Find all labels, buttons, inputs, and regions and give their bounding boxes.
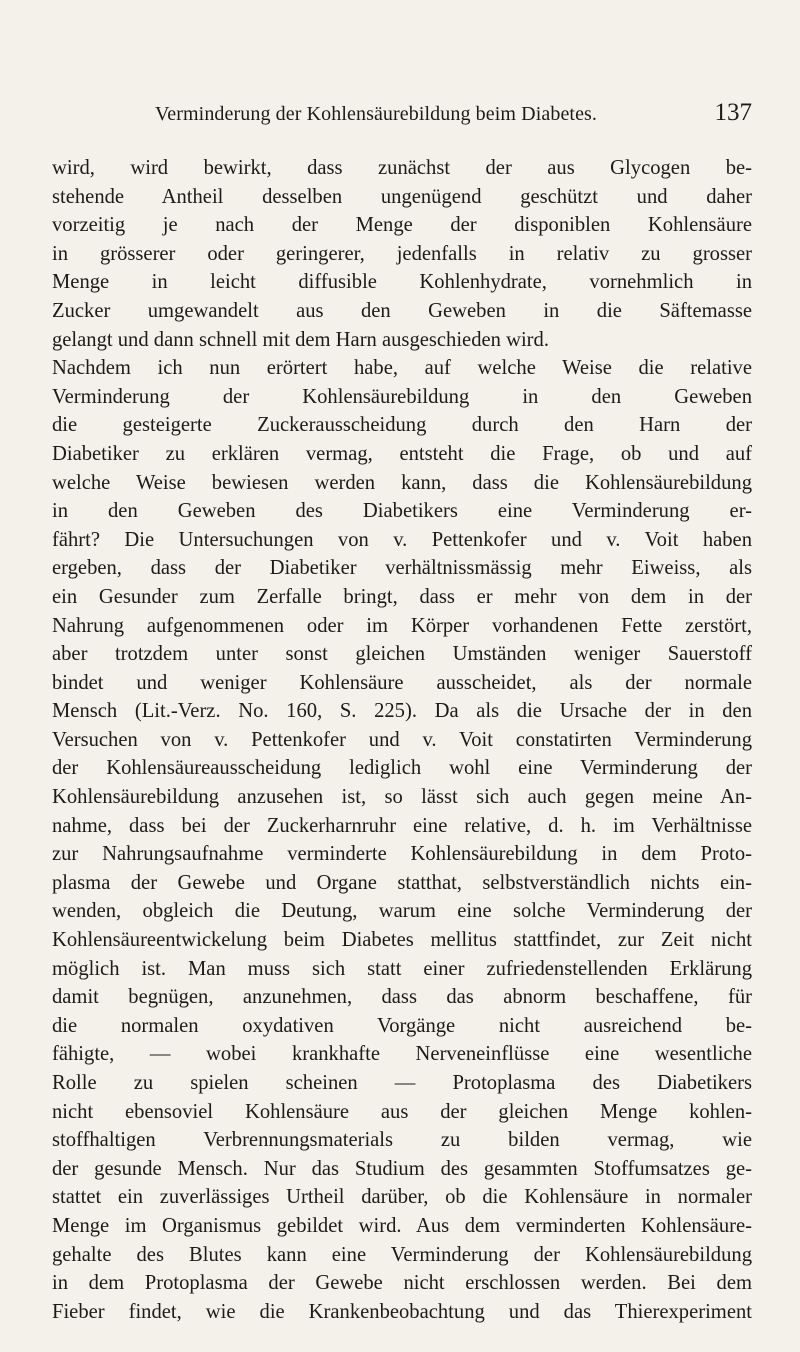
text-line: fähigte, — wobei krankhafte Nerveneinflüsse eine wesentliche [52, 1043, 752, 1066]
text-line: Mensch (Lit.-Verz. No. 160, S. 225). Da als die Ursache der in den [52, 700, 752, 723]
text-line: Kohlensäureentwickelung beim Diabetes mellitus stattfindet, zur Zeit nicht [52, 929, 752, 952]
text-line: ergeben, dass der Diabetiker verhältnissmässig mehr Eiweiss, als [52, 557, 752, 580]
text-line: bindet und weniger Kohlensäure ausscheidet, als der normale [52, 671, 752, 694]
text-line: Menge im Organismus gebildet wird. Aus dem verminderten Kohlensäure- [52, 1214, 752, 1237]
text-line: zur Nahrungsaufnahme verminderte Kohlensäurebildung in dem Proto- [52, 843, 752, 866]
text-line: in grösserer oder geringerer, jedenfalls in relativ zu grosser [52, 242, 752, 265]
text-line: möglich ist. Man muss sich statt einer zufriedenstellenden Erklärung [52, 957, 752, 980]
text-line: die gesteigerte Zuckerausscheidung durch den Harn der [52, 414, 752, 437]
text-line: der Kohlensäureausscheidung lediglich wohl eine Verminderung der [52, 757, 752, 780]
text-line: Fieber findet, wie die Krankenbeobachtung und das Thierexperiment [52, 1300, 752, 1323]
text-line: stattet ein zuverlässiges Urtheil darüber, ob die Kohlensäure in normaler [52, 1186, 752, 1209]
text-line: gelangt und dann schnell mit dem Harn ausgeschieden wird. [52, 328, 549, 351]
text-line: Verminderung der Kohlensäurebildung in den Geweben [52, 385, 752, 408]
text-line: Rolle zu spielen scheinen — Protoplasma des Diabetikers [52, 1072, 752, 1094]
text-line: nicht ebensoviel Kohlensäure aus der gleichen Menge kohlen- [52, 1100, 752, 1123]
page-number: 137 [714, 99, 752, 126]
text-line: Kohlensäurebildung anzusehen ist, so lässt sich auch gegen meine An- [52, 786, 752, 809]
body-text [52, 154, 752, 1326]
text-line: in dem Protoplasma der Gewebe nicht erschlossen werden. Bei dem [52, 1272, 752, 1295]
text-line: in den Geweben des Diabetikers eine Verminderung er- [52, 500, 752, 523]
text-line: Menge in leicht diffusible Kohlenhydrate, vornehmlich in [52, 271, 752, 294]
running-title: Verminderung der Kohlensäurebildung beim Diabetes. [154, 103, 598, 125]
text-line: aber trotzdem unter sonst gleichen Umständen weniger Sauerstoff [52, 643, 752, 666]
text-line: Versuchen von v. Pettenkofer und v. Voit constatirten Verminderung [52, 728, 752, 751]
text-line: ein Gesunder zum Zerfalle bringt, dass er mehr von dem in der [52, 585, 752, 608]
text-line: stehende Antheil desselben ungenügend geschützt und daher [52, 185, 752, 208]
text-line: stoffhaltigen Verbrennungsmaterials zu bilden vermag, wie [52, 1129, 752, 1152]
text-line: vorzeitig je nach der Menge der disponiblen Kohlensäure [52, 214, 752, 237]
text-line: nahme, dass bei der Zuckerharnruhr eine relative, d. h. im Verhältnisse [52, 814, 752, 837]
text-line: Diabetiker zu erklären vermag, entsteht die Frage, ob und auf [52, 442, 752, 465]
text-line: welche Weise bewiesen werden kann, dass die Kohlensäurebildung [52, 471, 752, 494]
text-line: gehalte des Blutes kann eine Verminderung der Kohlensäurebildung [52, 1243, 752, 1266]
text-line: damit begnügen, anzunehmen, dass das abnorm beschaffene, für [52, 986, 752, 1009]
text-line: wird, wird bewirkt, dass zunächst der aus Glycogen be- [52, 157, 752, 179]
page-header [52, 99, 752, 130]
text-line: plasma der Gewebe und Organe statthat, selbstverständlich nichts ein- [52, 871, 752, 894]
text-line: wenden, obgleich die Deutung, warum eine solche Verminderung der [52, 900, 752, 923]
text-line: die normalen oxydativen Vorgänge nicht ausreichend be- [52, 1014, 752, 1037]
text-line: Zucker umgewandelt aus den Geweben in die Säftemasse [52, 299, 752, 322]
text-line: der gesunde Mensch. Nur das Studium des gesammten Stoffumsatzes ge- [52, 1157, 752, 1180]
text-line: fährt? Die Untersuchungen von v. Pettenkofer und v. Voit haben [52, 528, 752, 551]
text-line: Nachdem ich nun erörtert habe, auf welche Weise die relative [52, 357, 752, 380]
text-line: Nahrung aufgenommenen oder im Körper vorhandenen Fette zerstört, [52, 614, 752, 637]
